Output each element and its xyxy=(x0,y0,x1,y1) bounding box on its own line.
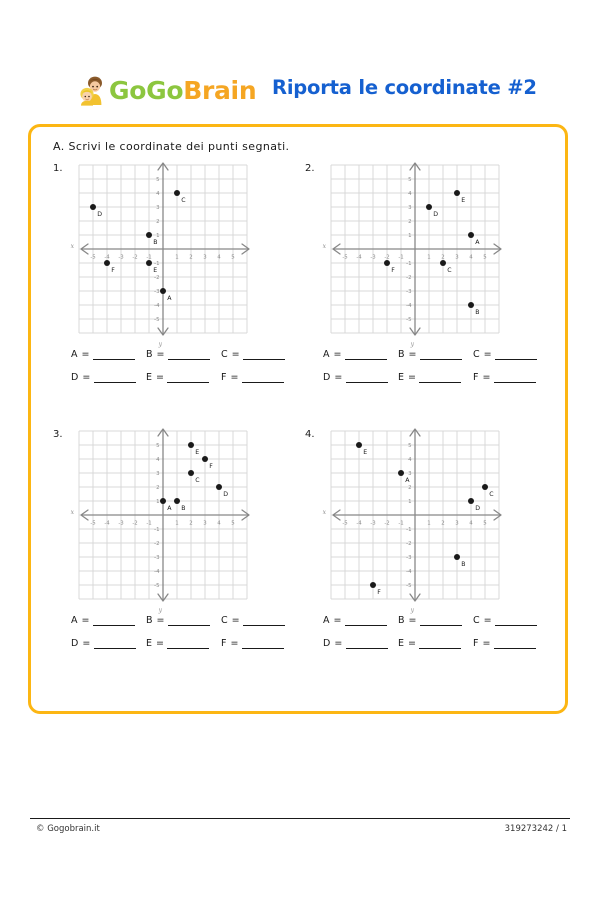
brand-logo xyxy=(78,70,256,110)
svg-text:-4: -4 xyxy=(356,520,362,527)
answer-cell xyxy=(71,615,146,626)
answer-blank-line[interactable] xyxy=(242,638,284,649)
answer-cell xyxy=(146,372,221,383)
answer-key-label: A = xyxy=(323,349,342,360)
svg-text:-3: -3 xyxy=(370,254,376,261)
answer-cell xyxy=(323,638,398,649)
answer-cell xyxy=(398,638,473,649)
svg-text:-2: -2 xyxy=(406,275,412,282)
svg-text:-5: -5 xyxy=(406,317,412,324)
point-label: F xyxy=(209,463,213,470)
svg-text:2: 2 xyxy=(408,219,412,226)
point-label: C xyxy=(447,267,452,274)
problem-2 xyxy=(301,161,551,411)
answer-key-label: E = xyxy=(398,372,417,383)
svg-text:-5: -5 xyxy=(90,520,96,527)
answer-key-label: D = xyxy=(323,638,343,649)
svg-text:-1: -1 xyxy=(146,254,152,261)
plotted-point xyxy=(146,260,152,266)
answer-blank-line[interactable] xyxy=(243,615,285,626)
answer-cell xyxy=(398,615,473,626)
svg-text:x: x xyxy=(322,509,326,516)
answer-cell xyxy=(473,638,548,649)
coordinate-grid-2[interactable] xyxy=(322,161,503,348)
answer-blank-line[interactable] xyxy=(242,372,284,383)
svg-text:-2: -2 xyxy=(154,541,160,548)
svg-text:1: 1 xyxy=(408,499,412,506)
svg-text:2: 2 xyxy=(156,485,160,492)
svg-text:-2: -2 xyxy=(132,254,138,261)
answer-key-label: B = xyxy=(146,349,165,360)
svg-text:1: 1 xyxy=(156,233,160,240)
answer-row xyxy=(323,349,548,360)
answer-cell xyxy=(146,349,221,360)
svg-text:1: 1 xyxy=(408,233,412,240)
answer-key-label: F = xyxy=(473,372,491,383)
plotted-point xyxy=(216,484,222,490)
plotted-point xyxy=(160,288,166,294)
point-label: C xyxy=(181,197,186,204)
plotted-point xyxy=(160,498,166,504)
svg-text:5: 5 xyxy=(156,443,160,450)
plotted-point xyxy=(384,260,390,266)
answer-key-label: D = xyxy=(71,372,91,383)
answer-cell xyxy=(221,615,296,626)
answer-row xyxy=(71,372,296,383)
answer-cell xyxy=(221,372,296,383)
svg-text:5: 5 xyxy=(231,520,235,527)
answer-blank-line[interactable] xyxy=(495,615,537,626)
answer-cell xyxy=(323,372,398,383)
svg-text:2: 2 xyxy=(189,254,193,261)
svg-text:1: 1 xyxy=(175,520,179,527)
answer-blank-line[interactable] xyxy=(243,349,285,360)
svg-text:-5: -5 xyxy=(90,254,96,261)
svg-text:1: 1 xyxy=(427,254,431,261)
svg-text:-1: -1 xyxy=(398,520,404,527)
svg-text:y: y xyxy=(410,607,414,614)
svg-text:-3: -3 xyxy=(370,520,376,527)
answer-blank-line[interactable] xyxy=(93,349,135,360)
kids-mascot-icon xyxy=(78,74,108,106)
svg-text:4: 4 xyxy=(469,254,473,261)
answer-blank-line[interactable] xyxy=(346,638,388,649)
svg-text:-5: -5 xyxy=(154,317,160,324)
svg-text:3: 3 xyxy=(203,254,207,261)
answer-blank-line[interactable] xyxy=(419,638,461,649)
logo-text-gogo: GoGo xyxy=(109,75,184,105)
answer-blank-line[interactable] xyxy=(419,372,461,383)
answer-key-label: D = xyxy=(323,372,343,383)
svg-text:-2: -2 xyxy=(406,541,412,548)
svg-text:3: 3 xyxy=(455,254,459,261)
answer-cell xyxy=(323,615,398,626)
plotted-point xyxy=(468,302,474,308)
answer-blank-line[interactable] xyxy=(345,349,387,360)
answer-key-label: E = xyxy=(146,372,165,383)
answer-row xyxy=(323,615,548,626)
svg-text:5: 5 xyxy=(156,177,160,184)
plotted-point xyxy=(90,204,96,210)
coordinate-grid-3[interactable] xyxy=(70,427,251,614)
answer-row xyxy=(71,349,296,360)
point-label: C xyxy=(489,491,494,498)
svg-text:-5: -5 xyxy=(406,583,412,590)
point-label: D xyxy=(97,211,102,218)
answer-row xyxy=(71,615,296,626)
answer-cell xyxy=(71,372,146,383)
svg-text:-2: -2 xyxy=(154,275,160,282)
answer-blank-line[interactable] xyxy=(167,372,209,383)
problem-3 xyxy=(49,427,299,677)
point-label: B xyxy=(153,239,158,246)
svg-text:5: 5 xyxy=(483,254,487,261)
answer-cell xyxy=(146,638,221,649)
svg-text:2: 2 xyxy=(156,219,160,226)
problem-1 xyxy=(49,161,299,411)
point-label: E xyxy=(153,267,158,274)
point-label: D xyxy=(433,211,438,218)
svg-text:-5: -5 xyxy=(342,520,348,527)
svg-text:1: 1 xyxy=(427,520,431,527)
answer-key-label: C = xyxy=(473,615,493,626)
answer-blank-line[interactable] xyxy=(94,638,136,649)
answer-blank-line[interactable] xyxy=(420,615,462,626)
answer-blank-line[interactable] xyxy=(345,615,387,626)
answer-lines-4[interactable] xyxy=(323,615,548,661)
svg-text:4: 4 xyxy=(469,520,473,527)
answer-key-label: C = xyxy=(221,615,241,626)
svg-text:1: 1 xyxy=(156,499,160,506)
svg-text:-2: -2 xyxy=(384,520,390,527)
point-label: A xyxy=(167,505,172,512)
answer-key-label: F = xyxy=(473,638,491,649)
answer-key-label: B = xyxy=(398,349,417,360)
svg-text:5: 5 xyxy=(231,254,235,261)
answer-blank-line[interactable] xyxy=(93,615,135,626)
svg-text:3: 3 xyxy=(156,471,160,478)
answer-row xyxy=(323,372,548,383)
plotted-point xyxy=(174,498,180,504)
answer-key-label: A = xyxy=(71,349,90,360)
answer-key-label: B = xyxy=(398,615,417,626)
plotted-point xyxy=(468,232,474,238)
svg-text:-4: -4 xyxy=(104,520,110,527)
footer-document-id: 319273242 / 1 xyxy=(504,824,567,834)
answer-key-label: E = xyxy=(146,638,165,649)
answer-cell xyxy=(473,615,548,626)
logo-text-brain: Brain xyxy=(183,75,257,105)
point-label: A xyxy=(475,239,480,246)
plotted-point xyxy=(454,190,460,196)
svg-text:-4: -4 xyxy=(406,303,412,310)
plotted-point xyxy=(202,456,208,462)
svg-text:-1: -1 xyxy=(398,254,404,261)
svg-text:x: x xyxy=(322,243,326,250)
problem-4 xyxy=(301,427,551,677)
point-label: D xyxy=(475,505,480,512)
answer-key-label: A = xyxy=(71,615,90,626)
svg-text:y: y xyxy=(410,341,414,348)
svg-text:2: 2 xyxy=(441,520,445,527)
svg-text:-1: -1 xyxy=(146,520,152,527)
answer-blank-line[interactable] xyxy=(420,349,462,360)
point-label: F xyxy=(111,267,115,274)
answer-lines-2[interactable] xyxy=(323,349,548,395)
svg-text:3: 3 xyxy=(408,471,412,478)
answer-blank-line[interactable] xyxy=(495,349,537,360)
svg-text:-2: -2 xyxy=(384,254,390,261)
point-label: A xyxy=(167,295,172,302)
coordinate-grid-4[interactable] xyxy=(322,427,503,614)
plotted-point xyxy=(482,484,488,490)
problem-number: 2. xyxy=(305,163,315,174)
point-label: E xyxy=(461,197,466,204)
point-label: B xyxy=(181,505,186,512)
plotted-point xyxy=(468,498,474,504)
svg-text:y: y xyxy=(158,341,162,348)
answer-key-label: A = xyxy=(323,615,342,626)
svg-text:y: y xyxy=(158,607,162,614)
svg-text:4: 4 xyxy=(217,254,221,261)
svg-text:3: 3 xyxy=(203,520,207,527)
plotted-point xyxy=(454,554,460,560)
plotted-point xyxy=(370,582,376,588)
problem-number: 3. xyxy=(53,429,63,440)
answer-key-label: F = xyxy=(221,372,239,383)
answer-cell xyxy=(146,615,221,626)
svg-text:2: 2 xyxy=(408,485,412,492)
svg-text:-3: -3 xyxy=(406,555,412,562)
footer-copyright: © Gogobrain.it xyxy=(36,824,100,834)
svg-text:-1: -1 xyxy=(154,261,160,268)
answer-lines-3[interactable] xyxy=(71,615,296,661)
answer-blank-line[interactable] xyxy=(346,372,388,383)
footer-divider xyxy=(30,818,570,819)
svg-text:5: 5 xyxy=(483,520,487,527)
answer-blank-line[interactable] xyxy=(494,372,536,383)
svg-text:-4: -4 xyxy=(154,569,160,576)
svg-text:-3: -3 xyxy=(154,555,160,562)
point-label: D xyxy=(223,491,228,498)
plotted-point xyxy=(356,442,362,448)
answer-row xyxy=(323,638,548,649)
svg-text:x: x xyxy=(70,509,74,516)
answer-cell xyxy=(473,349,548,360)
svg-text:-5: -5 xyxy=(342,254,348,261)
svg-text:4: 4 xyxy=(156,191,160,198)
point-label: E xyxy=(363,449,368,456)
svg-text:1: 1 xyxy=(175,254,179,261)
point-label: F xyxy=(391,267,395,274)
plotted-point xyxy=(426,204,432,210)
plotted-point xyxy=(174,190,180,196)
svg-text:x: x xyxy=(70,243,74,250)
svg-text:-3: -3 xyxy=(406,289,412,296)
point-label: A xyxy=(405,477,410,484)
plotted-point xyxy=(440,260,446,266)
answer-cell xyxy=(221,349,296,360)
answer-lines-1[interactable] xyxy=(71,349,296,395)
svg-text:-4: -4 xyxy=(154,303,160,310)
svg-text:-3: -3 xyxy=(118,520,124,527)
plotted-point xyxy=(188,470,194,476)
point-label: B xyxy=(475,309,480,316)
svg-text:-4: -4 xyxy=(104,254,110,261)
page-header xyxy=(0,0,600,118)
svg-text:3: 3 xyxy=(156,205,160,212)
answer-key-label: D = xyxy=(71,638,91,649)
svg-text:2: 2 xyxy=(441,254,445,261)
answer-blank-line[interactable] xyxy=(94,372,136,383)
point-label: F xyxy=(377,589,381,596)
svg-text:-1: -1 xyxy=(406,261,412,268)
svg-text:4: 4 xyxy=(156,457,160,464)
answer-blank-line[interactable] xyxy=(494,638,536,649)
svg-text:-5: -5 xyxy=(154,583,160,590)
answer-key-label: B = xyxy=(146,615,165,626)
svg-text:-1: -1 xyxy=(406,527,412,534)
answer-key-label: F = xyxy=(221,638,239,649)
answer-cell xyxy=(473,372,548,383)
svg-text:-2: -2 xyxy=(132,520,138,527)
problem-number: 4. xyxy=(305,429,315,440)
svg-text:5: 5 xyxy=(408,177,412,184)
answer-key-label: C = xyxy=(221,349,241,360)
problem-number: 1. xyxy=(53,163,63,174)
svg-text:-4: -4 xyxy=(406,569,412,576)
svg-text:-3: -3 xyxy=(154,289,160,296)
answer-cell xyxy=(398,372,473,383)
plotted-point xyxy=(188,442,194,448)
answer-blank-line[interactable] xyxy=(167,638,209,649)
coordinate-grid-1[interactable] xyxy=(70,161,251,348)
plotted-point xyxy=(146,232,152,238)
section-instruction: A. Scrivi le coordinate dei punti segnati. xyxy=(53,140,290,153)
plotted-point xyxy=(398,470,404,476)
plotted-point xyxy=(104,260,110,266)
answer-cell xyxy=(71,638,146,649)
answer-key-label: E = xyxy=(398,638,417,649)
answer-blank-line[interactable] xyxy=(168,349,210,360)
svg-text:-1: -1 xyxy=(154,527,160,534)
svg-text:4: 4 xyxy=(217,520,221,527)
svg-text:5: 5 xyxy=(408,443,412,450)
point-label: E xyxy=(195,449,200,456)
answer-cell xyxy=(323,349,398,360)
svg-text:3: 3 xyxy=(455,520,459,527)
worksheet-panel xyxy=(28,124,568,714)
svg-text:4: 4 xyxy=(408,457,412,464)
svg-text:4: 4 xyxy=(408,191,412,198)
point-label: B xyxy=(461,561,466,568)
answer-cell xyxy=(398,349,473,360)
point-label: C xyxy=(195,477,200,484)
page-title: Riporta le coordinate #2 xyxy=(272,76,537,99)
svg-text:-3: -3 xyxy=(118,254,124,261)
svg-text:-4: -4 xyxy=(356,254,362,261)
answer-cell xyxy=(221,638,296,649)
answer-cell xyxy=(71,349,146,360)
answer-row xyxy=(71,638,296,649)
answer-blank-line[interactable] xyxy=(168,615,210,626)
svg-text:2: 2 xyxy=(189,520,193,527)
svg-text:3: 3 xyxy=(408,205,412,212)
answer-key-label: C = xyxy=(473,349,493,360)
